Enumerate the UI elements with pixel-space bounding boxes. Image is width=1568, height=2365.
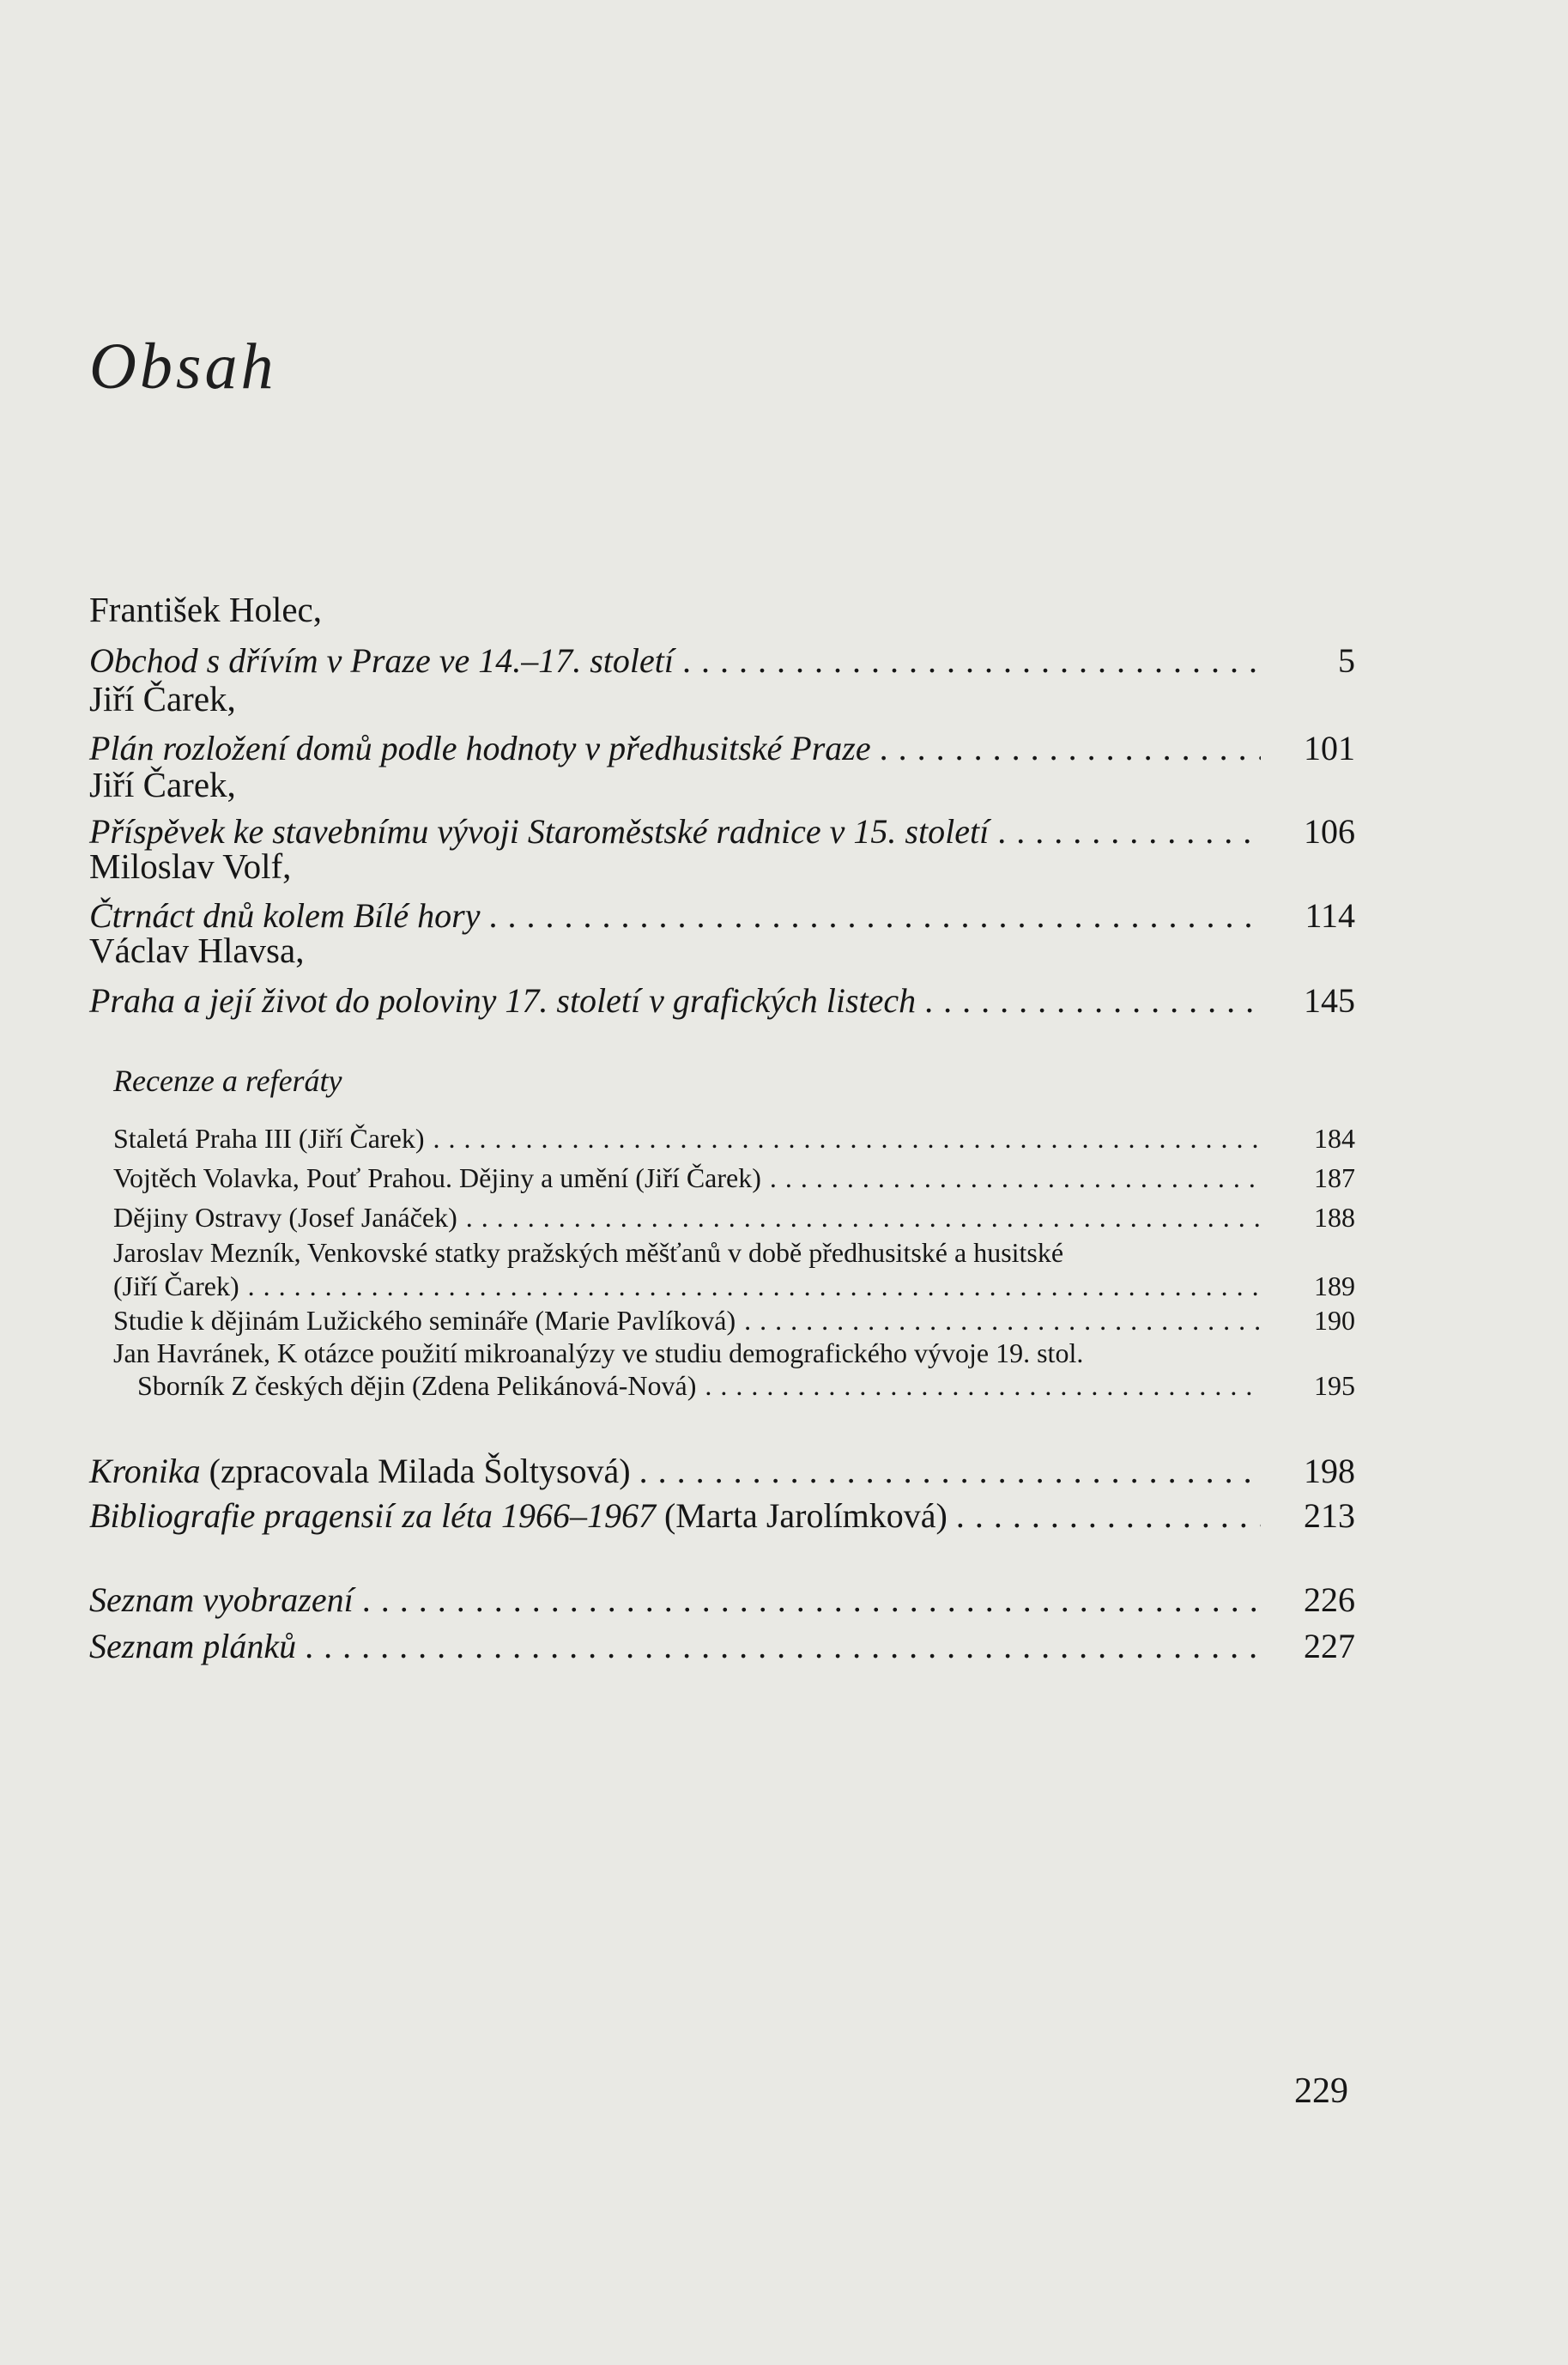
toc-entry[interactable] — [89, 640, 1355, 681]
review-entry[interactable] — [113, 1305, 1355, 1337]
review-entry[interactable] — [113, 1123, 1355, 1155]
page-number: 195 — [1314, 1370, 1355, 1401]
leader-dots — [924, 980, 1261, 1021]
article-author: Miloslav Volf, — [89, 846, 292, 886]
leader-dots — [744, 1305, 1261, 1337]
leader-dots — [997, 811, 1261, 852]
review-entry[interactable] — [113, 1162, 1355, 1194]
article-title: Obchod s dřívím v Praze ve 14.–17. století — [89, 641, 674, 680]
leader-dots — [362, 1580, 1261, 1620]
leader-dots — [466, 1202, 1261, 1234]
plans-title: Seznam plánků — [89, 1627, 297, 1665]
page-title: Obsah — [89, 330, 277, 403]
toc-entry[interactable] — [89, 728, 1355, 768]
leader-dots — [682, 640, 1261, 681]
article-author: Jiří Čarek, — [89, 765, 236, 804]
review-entry[interactable] — [113, 1202, 1355, 1234]
page-number: 145 — [1304, 981, 1355, 1020]
toc-entry-chronicle[interactable] — [89, 1451, 1355, 1491]
article-author: František Holec, — [89, 590, 322, 629]
page-number: 213 — [1304, 1496, 1355, 1535]
page-number: 190 — [1314, 1305, 1355, 1336]
toc-entry-plans[interactable] — [89, 1626, 1355, 1666]
page-number: 198 — [1304, 1452, 1355, 1490]
review-entry[interactable] — [137, 1370, 1355, 1402]
page-number: 101 — [1304, 729, 1355, 767]
leader-dots — [433, 1123, 1261, 1155]
review-title: Staletá Praha III (Jiří Čarek) — [113, 1123, 425, 1154]
article-author: Jiří Čarek, — [89, 679, 236, 719]
article-author: Václav Hlavsa, — [89, 931, 305, 970]
toc-entry-illustrations[interactable] — [89, 1580, 1355, 1620]
page-folio: 229 — [1294, 2071, 1348, 2111]
page-number: 106 — [1304, 812, 1355, 851]
section-heading: Recenze a referáty — [113, 1064, 342, 1098]
page-number: 114 — [1305, 896, 1355, 935]
page-number: 187 — [1314, 1162, 1355, 1193]
leader-dots — [248, 1270, 1261, 1302]
bibliography-title: Bibliografie pragensií za léta 1966–1967 — [89, 1496, 656, 1535]
review-title: Dějiny Ostravy (Josef Janáček) — [113, 1202, 457, 1233]
review-entry[interactable] — [113, 1270, 1355, 1302]
illustrations-title: Seznam vyobrazení — [89, 1580, 354, 1619]
leader-dots — [639, 1451, 1261, 1491]
review-title[interactable]: Jaroslav Mezník, Venkovské statky pražských měšťanů v době předhusitské a husitské — [113, 1237, 1064, 1268]
review-title: Studie k dějinám Lužického semináře (Marie Pavlíková) — [113, 1305, 736, 1336]
page-number: 226 — [1304, 1580, 1355, 1619]
page-number: 188 — [1314, 1202, 1355, 1233]
article-title: Příspěvek ke stavebnímu vývoji Staroměstské radnice v 15. století — [89, 812, 990, 851]
toc-entry[interactable] — [89, 980, 1355, 1021]
page-number: 189 — [1314, 1270, 1355, 1301]
article-title: Praha a její život do poloviny 17. století v grafických listech — [89, 981, 917, 1020]
bibliography-author: (Marta Jarolímková) — [663, 1496, 947, 1535]
leader-dots — [705, 1370, 1261, 1402]
review-title: (Jiří Čarek) — [113, 1270, 239, 1301]
toc-entry-bibliography[interactable] — [89, 1495, 1355, 1536]
leader-dots — [488, 895, 1261, 936]
article-title: Plán rozložení domů podle hodnoty v předhusitské Praze — [89, 729, 871, 767]
page-number: 184 — [1314, 1123, 1355, 1154]
article-title: Čtrnáct dnů kolem Bílé hory — [89, 896, 481, 935]
chronicle-editor: (zpracovala Milada Šoltysová) — [209, 1452, 631, 1490]
chronicle-title: Kronika — [89, 1452, 201, 1490]
leader-dots — [770, 1162, 1261, 1194]
page-number: 227 — [1304, 1627, 1355, 1665]
page-number: 5 — [1338, 641, 1355, 680]
leader-dots — [880, 728, 1261, 768]
review-title: Vojtěch Volavka, Pouť Prahou. Dějiny a umění (Jiří Čarek) — [113, 1162, 761, 1193]
leader-dots — [956, 1495, 1261, 1536]
review-title[interactable]: Jan Havránek, K otázce použití mikroanalýzy ve studiu demografického vývoje 19. stol. — [113, 1337, 1084, 1368]
leader-dots — [305, 1626, 1261, 1666]
review-title: Sborník Z českých dějin (Zdena Pelikánová-Nová) — [137, 1370, 697, 1401]
